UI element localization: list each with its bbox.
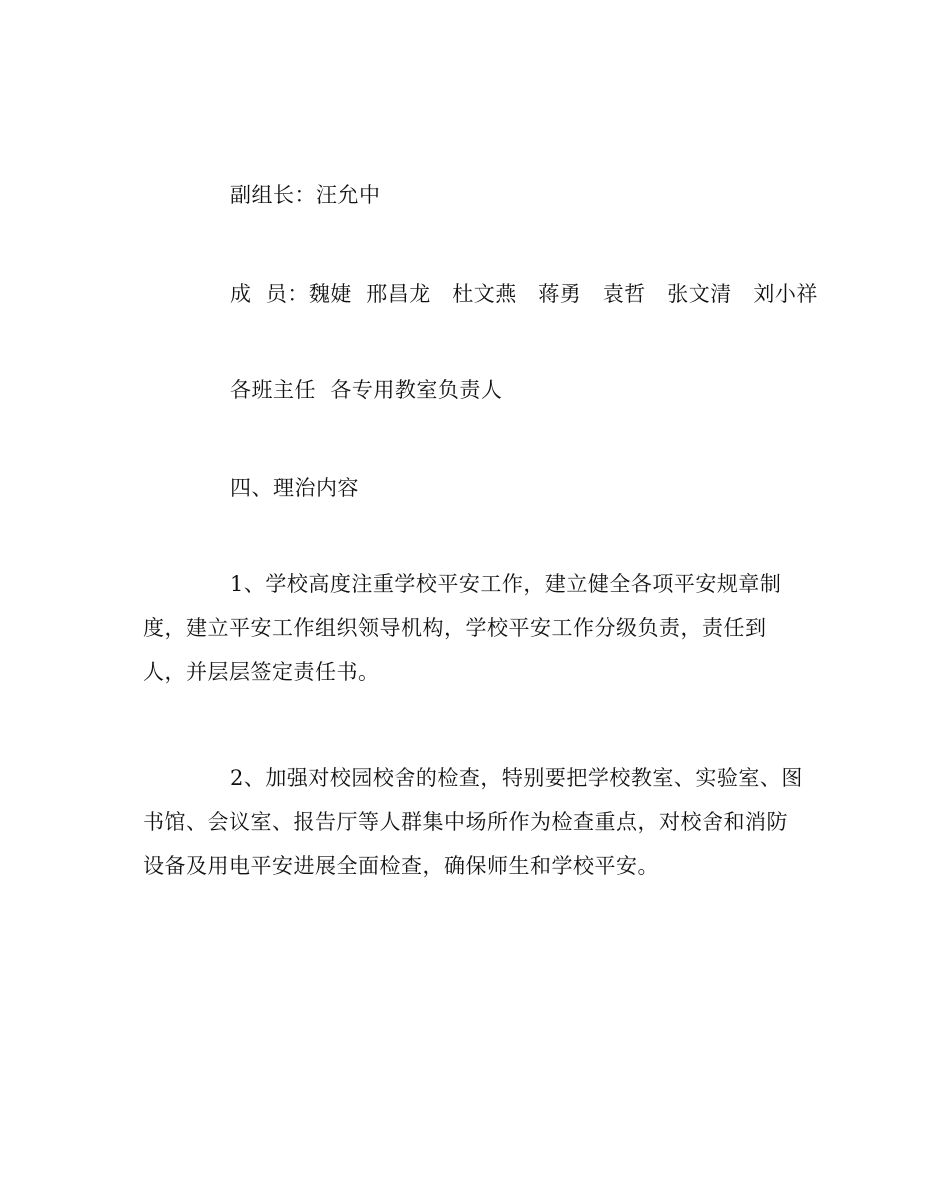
paragraph-2-line-2: 书馆、会议室、报告厅等人群集中场所作为检查重点，对校舍和消防 xyxy=(143,810,788,834)
paragraph-1-line-3: 人，并层层签定责任书。 xyxy=(143,660,380,684)
paragraph-1-line-1: 1、学校高度注重学校平安工作，建立健全各项平安规章制 xyxy=(230,572,782,596)
paragraph-2-line-1: 2、加强对校园校舍的检查，特别要把学校教室、实验室、图 xyxy=(230,766,803,790)
paragraph-2 xyxy=(143,756,813,888)
paragraph-1-line-2: 度，建立平安工作组织领导机构，学校平安工作分级负责，责任到 xyxy=(143,616,767,640)
section-title: 四、理治内容 xyxy=(230,476,359,500)
members-continued-line: 各班主任 各专用教室负责人 xyxy=(230,378,503,402)
members-line: 成 员：魏婕 邢昌龙 杜文燕 蒋勇 袁哲 张文清 刘小祥 xyxy=(230,282,818,306)
vice-leader-line: 副组长：汪允中 xyxy=(230,183,381,207)
paragraph-1 xyxy=(143,562,813,694)
paragraph-2-line-3: 设备及用电平安进展全面检查，确保师生和学校平安。 xyxy=(143,854,659,878)
